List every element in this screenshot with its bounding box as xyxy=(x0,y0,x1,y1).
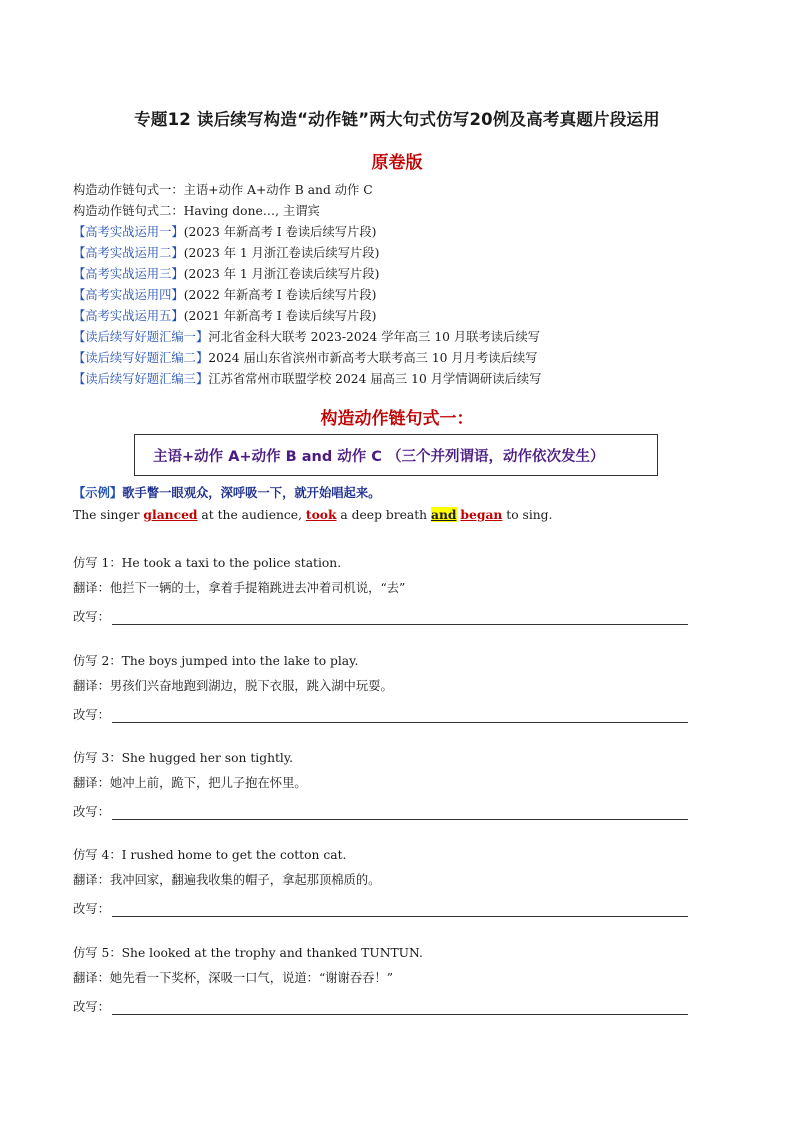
exercise-block xyxy=(73,649,688,723)
exercise-translation: 翻译：我冲回家，翻遍我收集的帽子，拿起那顶棉质的。 xyxy=(73,872,381,887)
toc-tag: 【读后续写好题汇编三】 xyxy=(73,372,209,386)
toc-item: 【读后续写好题汇编三】江苏省常州市联盟学校 2024 届高三 10 月学情调研读后续写 xyxy=(73,372,542,386)
toc-tag: 【高考实战运用一】 xyxy=(73,225,184,239)
exercise-prompt: 仿写 1：He took a taxi to the police station. xyxy=(73,556,342,570)
toc-item: 【高考实战运用二】(2023 年 1 月浙江卷读后续写片段) xyxy=(73,246,380,260)
rewrite-row: 改写： xyxy=(73,990,688,1015)
toc-tag: 【高考实战运用三】 xyxy=(73,267,184,281)
exercise-prompt: 仿写 5：She looked at the trophy and thanked TUNTUN. xyxy=(73,946,423,960)
toc-item: 【高考实战运用五】(2021 年新高考 I 卷读后续写片段) xyxy=(73,309,377,323)
example-tag: 【示例】 xyxy=(73,485,123,500)
section-heading: 构造动作链句式一： xyxy=(320,409,474,429)
exercise-prompt: 仿写 4：I rushed home to get the cotton cat. xyxy=(73,848,347,862)
table-of-contents xyxy=(73,180,733,390)
exercise-translation: 翻译：她先看一下奖杯，深吸一口气，说道：“谢谢吞吞！” xyxy=(73,970,394,985)
toc-item: 构造动作链句式一：主语+动作 A+动作 B and 动作 C xyxy=(73,183,373,197)
exercise-block xyxy=(73,843,688,917)
example-chinese-text: 歌手瞥一眼观众，深呼吸一下，就开始唱起来。 xyxy=(122,485,381,500)
toc-tag: 【读后续写好题汇编二】 xyxy=(73,351,209,365)
exercise-translation: 翻译：他拦下一辆的士，拿着手提箱跳进去冲着司机说，“去” xyxy=(73,580,406,595)
answer-line[interactable] xyxy=(112,707,688,723)
example-chinese xyxy=(73,483,380,501)
rewrite-row: 改写： xyxy=(73,795,688,820)
toc-tag: 【高考实战运用二】 xyxy=(73,246,184,260)
toc-tag: 【高考实战运用五】 xyxy=(73,309,184,323)
exercise-block xyxy=(73,551,688,625)
verb-highlight: took xyxy=(305,507,337,522)
toc-tag: 【读后续写好题汇编一】 xyxy=(73,330,209,344)
conjunction-highlight: and xyxy=(430,507,457,522)
pattern-box: 主语+动作 A+动作 B and 动作 C （三个并列谓语，动作依次发生） xyxy=(134,434,658,476)
toc-item: 【读后续写好题汇编二】2024 届山东省滨州市新高考大联考高三 10 月月考读后续写 xyxy=(73,351,538,365)
toc-item: 【高考实战运用四】(2022 年新高考 I 卷读后续写片段) xyxy=(73,288,377,302)
exercise-block xyxy=(73,746,688,820)
toc-item: 【高考实战运用一】(2023 年新高考 I 卷读后续写片段) xyxy=(73,225,377,239)
verb-highlight: began xyxy=(460,507,503,522)
toc-item: 构造动作链句式二：Having done…, 主谓宾 xyxy=(73,204,320,218)
toc-item: 【高考实战运用三】(2023 年 1 月浙江卷读后续写片段) xyxy=(73,267,380,281)
toc-tag: 【高考实战运用四】 xyxy=(73,288,184,302)
page-subtitle: 原卷版 xyxy=(371,153,423,173)
rewrite-row: 改写： xyxy=(73,892,688,917)
answer-line[interactable] xyxy=(112,609,688,625)
answer-line[interactable] xyxy=(112,999,688,1015)
exercise-translation: 翻译：她冲上前，跪下，把儿子抱在怀里。 xyxy=(73,775,307,790)
example-english: The singer glanced at the audience, took a deep breath and began to sing. xyxy=(73,507,553,522)
rewrite-row: 改写： xyxy=(73,600,688,625)
answer-line[interactable] xyxy=(112,804,688,820)
verb-highlight: glanced xyxy=(143,507,198,522)
rewrite-row: 改写： xyxy=(73,698,688,723)
exercise-translation: 翻译：男孩们兴奋地跑到湖边，脱下衣服，跳入湖中玩耍。 xyxy=(73,678,393,693)
exercise-prompt: 仿写 3：She hugged her son tightly. xyxy=(73,751,294,765)
answer-line[interactable] xyxy=(112,901,688,917)
exercise-prompt: 仿写 2：The boys jumped into the lake to play. xyxy=(73,654,359,668)
toc-item: 【读后续写好题汇编一】河北省金科大联考 2023-2024 学年高三 10 月联考读后续写 xyxy=(73,330,540,344)
exercise-block xyxy=(73,941,688,1015)
page-title: 专题12 读后续写构造“动作链”两大句式仿写20例及高考真题片段运用 xyxy=(134,110,660,129)
